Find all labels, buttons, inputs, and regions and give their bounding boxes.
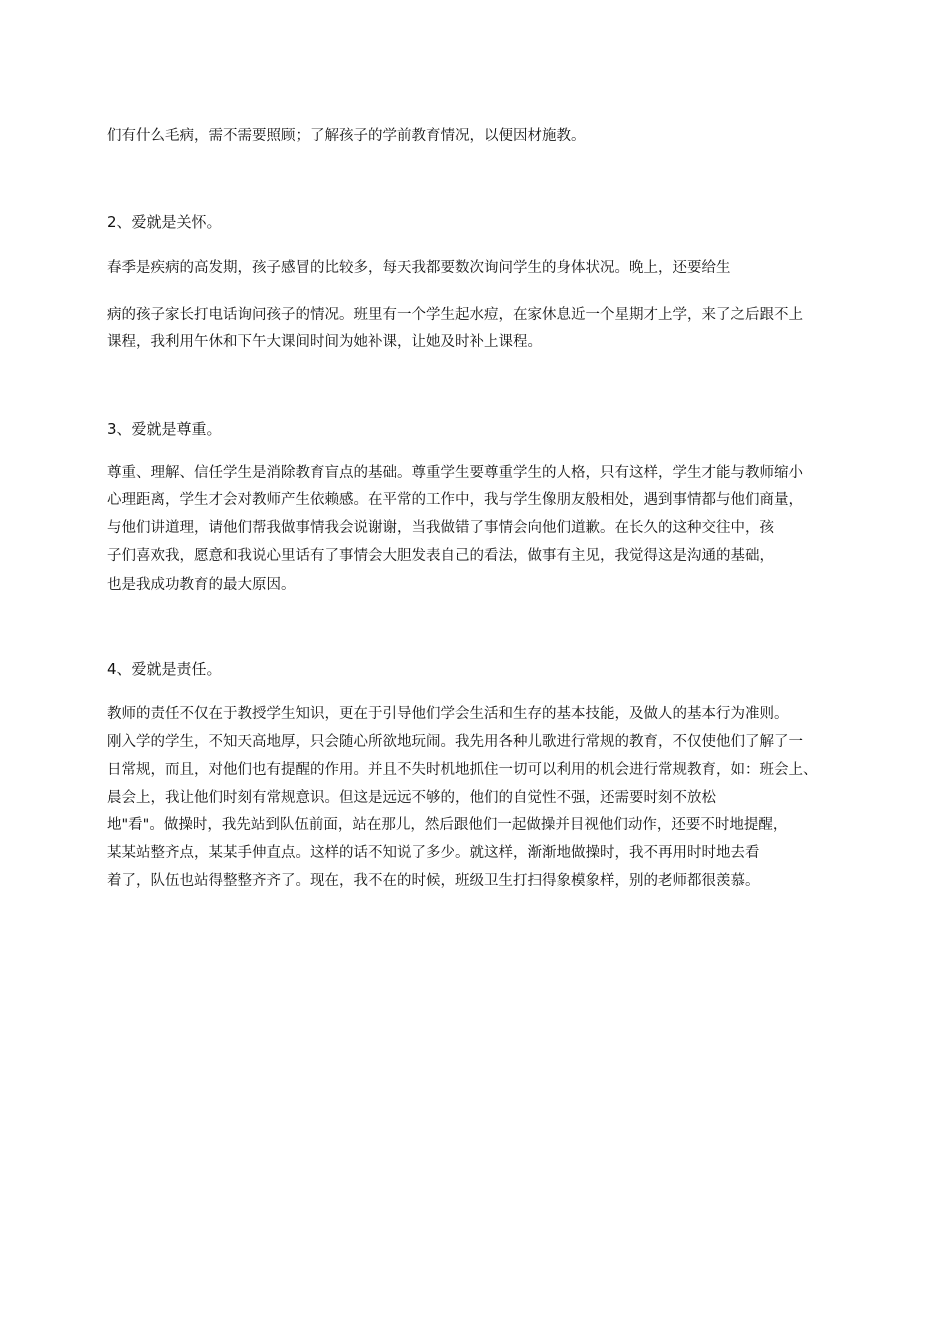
section-heading-care: 2、爱就是关怀。 <box>107 213 222 231</box>
section-heading-respect: 3、爱就是尊重。 <box>107 420 222 438</box>
paragraph-line: 尊重、理解、信任学生是消除教育盲点的基础。尊重学生要尊重学生的人格，只有这样，学生才能与教师缩小 <box>107 465 803 481</box>
paragraph-line: 也是我成功教育的最大原因。 <box>107 577 296 593</box>
paragraph-line: 晨会上，我让他们时刻有常规意识。但这是远远不够的，他们的自觉性不强，还需要时刻不放松 <box>107 790 716 806</box>
paragraph-line: 病的孩子家长打电话询问孩子的情况。班里有一个学生起水痘，在家休息近一个星期才上学，来了之后跟不上 <box>107 307 803 323</box>
paragraph-line: 子们喜欢我，愿意和我说心里话有了事情会大胆发表自己的看法，做事有主见，我觉得这是沟通的基础， <box>107 548 774 564</box>
paragraph-line: 心理距离，学生才会对教师产生依赖感。在平常的工作中，我与学生像朋友般相处，遇到事情都与他们商量， <box>107 492 803 508</box>
paragraph-line: 与他们讲道理，请他们帮我做事情我会说谢谢，当我做错了事情会向他们道歉。在长久的这种交往中，孩 <box>107 520 774 536</box>
paragraph-line: 课程，我利用午休和下午大课间时间为她补课，让她及时补上课程。 <box>107 334 542 350</box>
intro-line: 们有什么毛病，需不需要照顾；了解孩子的学前教育情况，以便因材施教。 <box>107 128 586 144</box>
paragraph-line: 某某站整齐点，某某手伸直点。这样的话不知说了多少。就这样，渐渐地做操时，我不再用时时地去看 <box>107 845 760 861</box>
paragraph-line: 地"看"。做操时，我先站到队伍前面，站在那儿，然后跟他们一起做操并目视他们动作，还要不时地提醒， <box>107 817 788 833</box>
paragraph-line: 春季是疾病的高发期，孩子感冒的比较多，每天我都要数次询问学生的身体状况。晚上，还要给生 <box>107 260 731 276</box>
paragraph-line: 教师的责任不仅在于教授学生知识，更在于引导他们学会生活和生存的基本技能，及做人的基本行为准则。 <box>107 706 789 722</box>
paragraph-line: 刚入学的学生，不知天高地厚，只会随心所欲地玩闹。我先用各种儿歌进行常规的教育，不仅使他们了解了一 <box>107 734 803 750</box>
section-heading-responsibility: 4、爱就是责任。 <box>107 660 222 678</box>
paragraph-line: 着了，队伍也站得整整齐齐了。现在，我不在的时候，班级卫生打扫得象模象样，别的老师都很羡慕。 <box>107 873 760 889</box>
paragraph-line: 日常规，而且，对他们也有提醒的作用。并且不失时机地抓住一切可以利用的机会进行常规教育，如：班会上、 <box>107 762 818 778</box>
